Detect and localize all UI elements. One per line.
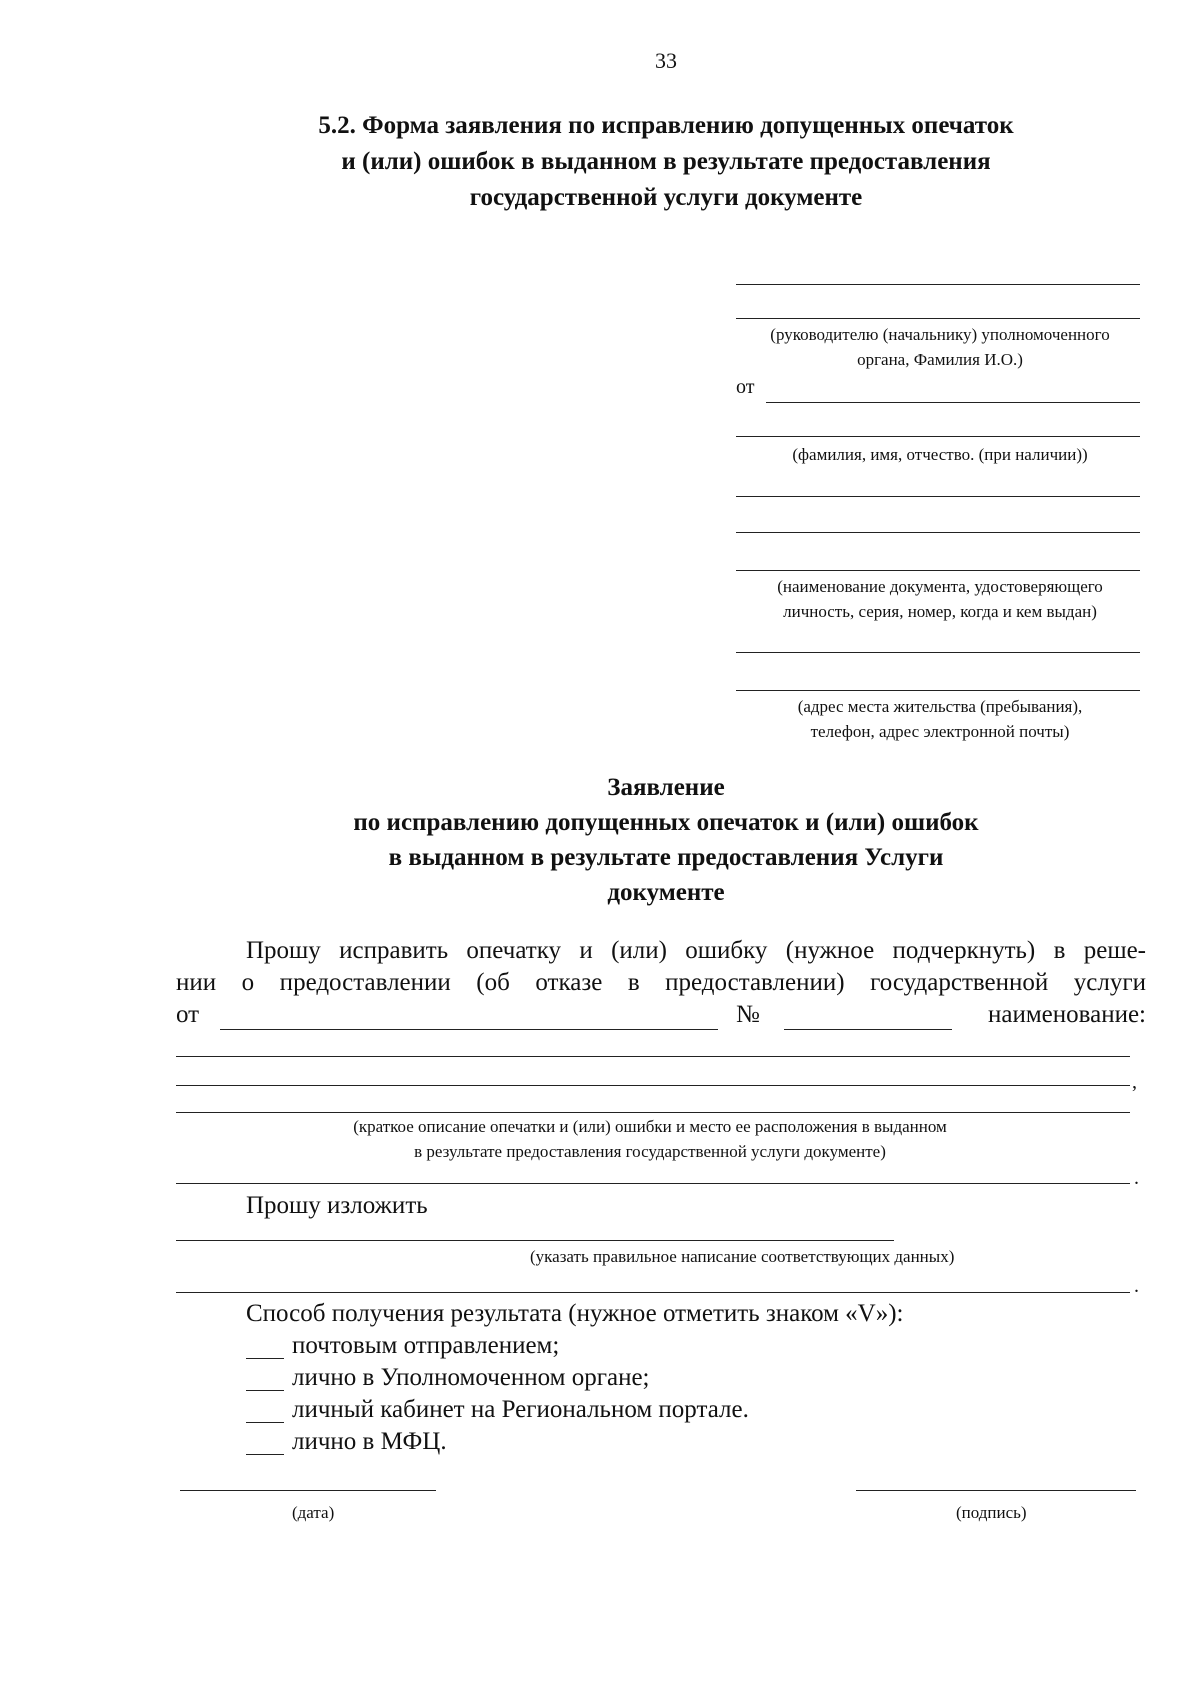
decision-date-line[interactable] xyxy=(220,1029,718,1030)
delivery-option-in-person[interactable] xyxy=(246,1362,749,1394)
application-title-line-3: в выданном в результате предоставления Услуги xyxy=(388,844,944,871)
description-line-2[interactable] xyxy=(176,1085,1130,1086)
request-line-1: Прошу исправить опечатку и (или) ошибку (нужное подчеркнуть) в реше- xyxy=(246,937,1146,964)
description-line-3[interactable] xyxy=(176,1112,1130,1113)
address-caption-line-2: телефон, адрес электронной почты) xyxy=(810,722,1070,741)
decision-number-line[interactable] xyxy=(784,1029,952,1030)
name-caption: (фамилия, имя, отчество. (при наличии)) xyxy=(792,445,1088,464)
restate-label: Прошу изложить xyxy=(246,1192,428,1219)
date-line[interactable] xyxy=(180,1490,436,1491)
restate-line-2[interactable] xyxy=(176,1292,1130,1293)
id-doc-line-1[interactable] xyxy=(736,496,1140,497)
application-title-line-2: по исправлению допущенных опечаток и (или) ошибок xyxy=(353,809,979,836)
signature-caption: (подпись) xyxy=(956,1503,1027,1522)
delivery-option-in-person-label: лично в Уполномоченном органе; xyxy=(292,1364,650,1391)
request-from-label: от xyxy=(176,1001,200,1028)
delivery-option-post[interactable] xyxy=(246,1330,749,1362)
period-mark-1: . xyxy=(1134,1167,1139,1189)
delivery-options xyxy=(246,1330,749,1458)
description-caption-line-1: (краткое описание опечатки и (или) ошибки и место ее расположения в выданном xyxy=(353,1117,947,1136)
description-caption xyxy=(250,1114,1050,1164)
recipient-caption xyxy=(730,322,1150,372)
description-line-1[interactable] xyxy=(176,1056,1130,1057)
id-doc-line-2[interactable] xyxy=(736,532,1140,533)
delivery-checkbox-post[interactable] xyxy=(246,1338,284,1359)
delivery-option-mfc-label: лично в МФЦ. xyxy=(292,1428,447,1455)
recipient-line-1[interactable] xyxy=(736,284,1140,285)
from-label: от xyxy=(736,376,755,398)
delivery-option-portal-label: личный кабинет на Региональном портале. xyxy=(292,1396,749,1423)
application-title xyxy=(200,770,1132,910)
section-heading xyxy=(200,108,1132,216)
section-heading-line-3: государственной услуги документе xyxy=(469,184,863,211)
section-heading-line-1: 5.2. Форма заявления по исправлению допущенных опечаток xyxy=(318,112,1014,139)
period-mark-2: . xyxy=(1134,1275,1139,1297)
request-line-2: нии о предоставлении (об отказе в предоставлении) государственной услуги xyxy=(176,969,1146,996)
description-caption-line-2: в результате предоставления государственной услуги документе) xyxy=(414,1142,886,1161)
recipient-caption-line-2: органа, Фамилия И.О.) xyxy=(857,350,1023,369)
address-caption xyxy=(730,694,1150,744)
delivery-heading: Способ получения результата (нужное отметить знаком «V»): xyxy=(246,1300,904,1327)
restate-line-1[interactable] xyxy=(176,1240,894,1241)
address-caption-line-1: (адрес места жительства (пребывания), xyxy=(797,697,1083,716)
delivery-option-mfc[interactable] xyxy=(246,1426,749,1458)
request-paragraph xyxy=(176,935,1146,999)
restate-caption: (указать правильное написание соответствующих данных) xyxy=(530,1247,955,1266)
id-doc-line-3[interactable] xyxy=(736,570,1140,571)
id-doc-caption-line-2: личность, серия, номер, когда и кем выдан) xyxy=(783,602,1097,621)
page-number: 33 xyxy=(655,48,677,73)
request-name-label: наименование: xyxy=(987,1001,1146,1028)
from-name-line[interactable] xyxy=(766,402,1140,403)
recipient-line-2[interactable] xyxy=(736,318,1140,319)
id-doc-caption xyxy=(730,574,1150,624)
id-doc-caption-line-1: (наименование документа, удостоверяющего xyxy=(777,577,1103,596)
delivery-option-post-label: почтовым отправлением; xyxy=(292,1332,560,1359)
section-heading-line-2: и (или) ошибок в выданном в результате предоставления xyxy=(341,148,991,175)
delivery-checkbox-portal[interactable] xyxy=(246,1402,284,1423)
delivery-checkbox-mfc[interactable] xyxy=(246,1434,284,1455)
from-name-line-2[interactable] xyxy=(736,436,1140,437)
application-title-line-4: документе xyxy=(607,879,725,906)
delivery-checkbox-in-person[interactable] xyxy=(246,1370,284,1391)
recipient-caption-line-1: (руководителю (начальнику) уполномоченного xyxy=(770,325,1110,344)
application-title-line-1: Заявление xyxy=(607,774,725,801)
signature-line[interactable] xyxy=(856,1490,1136,1491)
delivery-option-portal[interactable] xyxy=(246,1394,749,1426)
date-caption: (дата) xyxy=(292,1503,335,1522)
comma-mark: , xyxy=(1132,1071,1137,1093)
address-line-2[interactable] xyxy=(736,690,1140,691)
address-line-1[interactable] xyxy=(736,652,1140,653)
description-line-4[interactable] xyxy=(176,1183,1130,1184)
request-number-label: № xyxy=(736,1001,760,1028)
